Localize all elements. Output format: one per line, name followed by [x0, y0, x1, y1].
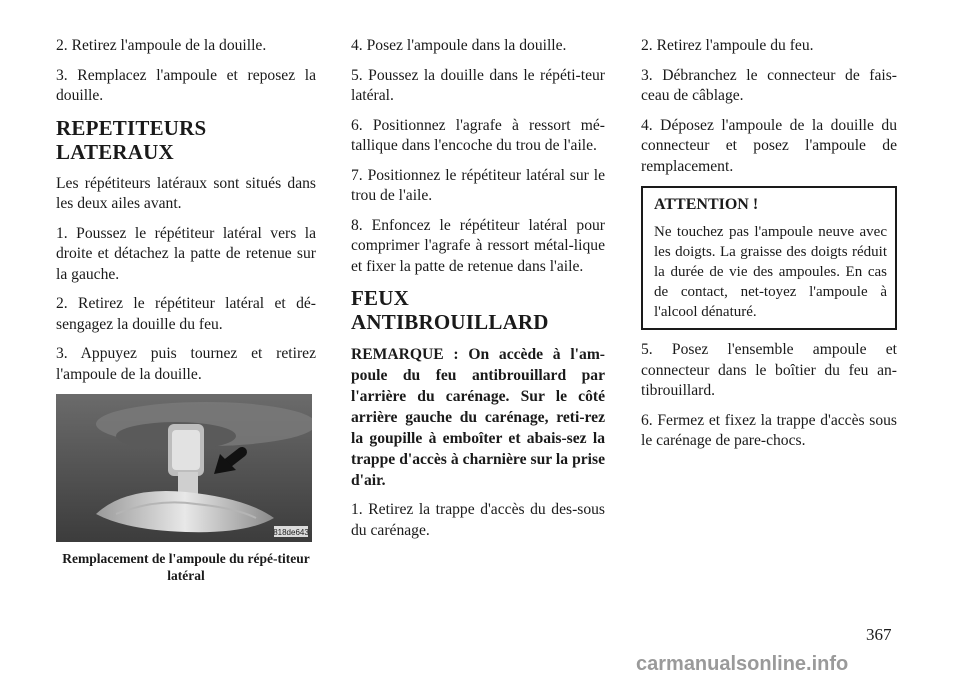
- section-heading-side-repeaters: REPETITEURS LATERAUX: [56, 115, 207, 164]
- figure-code: 818de643: [273, 528, 309, 537]
- paragraph: Les répétiteurs latéraux sont situés dans les deux ailes avant.: [56, 174, 316, 212]
- step-text: 1. Poussez le répétiteur latéral vers la droite et détachez la patte de retenue sur la gauche.: [56, 224, 316, 283]
- step-text: 2. Retirez l'ampoule du feu.: [641, 37, 814, 54]
- step-text: 4. Posez l'ampoule dans la douille.: [351, 37, 567, 54]
- bulb-illustration: [56, 394, 312, 542]
- attention-box: [641, 186, 897, 330]
- side-repeater-bulb-photo: [56, 394, 312, 542]
- step-text: 7. Positionnez le répétiteur latéral sur le trou de l'aile.: [351, 166, 605, 204]
- page-number: 367: [866, 625, 892, 644]
- figure-caption: Remplacement de l'ampoule du répé-titeur latéral: [62, 551, 310, 583]
- step-text: 1. Retirez la trappe d'accès du des-sous du carénage.: [351, 501, 605, 539]
- attention-text: Ne touchez pas l'ampoule neuve avec les doigts. La graisse des doigts réduit la durée de vie des ampoules. En cas de contact, net-toyez l'ampoule à l'alcool dénaturé.: [654, 224, 887, 320]
- column-2: [351, 36, 605, 550]
- column-1: [56, 36, 316, 584]
- attention-title: ATTENTION !: [654, 196, 759, 213]
- step-text: 5. Poussez la douille dans le répéti-teur latéral.: [351, 66, 605, 104]
- step-text: 3. Appuyez puis tournez et retirez l'ampoule de la douille.: [56, 345, 316, 383]
- column-3: [641, 36, 897, 461]
- step-text: 4. Déposez l'ampoule de la douille du connecteur et posez l'ampoule de remplacement.: [641, 116, 897, 175]
- step-text: 8. Enfoncez le répétiteur latéral pour comprimer l'agrafe à ressort métal-lique et fixer la patte de retenue dans l'aile.: [351, 216, 605, 275]
- remark-note: REMARQUE : On accède à l'am-poule du feu antibrouillard par l'arrière du carénage. Sur le côté arrière gauche du carénage, reti-rez la goupille à emboîter et abais-sez la trappe d'accès à charnière sur la prise d'air.: [351, 346, 605, 489]
- watermark: carmanualsonline.info: [636, 653, 849, 675]
- section-heading-fog-lamps: FEUX ANTIBROUILLARD: [351, 286, 549, 334]
- step-text: 3. Débranchez le connecteur de fais-ceau de câblage.: [641, 66, 897, 104]
- step-text: 2. Retirez l'ampoule de la douille.: [56, 37, 267, 54]
- step-text: 6. Positionnez l'agrafe à ressort mé-tallique dans l'encoche du trou de l'aile.: [351, 116, 605, 154]
- step-text: 3. Remplacez l'ampoule et reposez la douille.: [56, 66, 316, 104]
- step-text: 5. Posez l'ensemble ampoule et connecteur dans le boîtier du feu an-tibrouillard.: [641, 341, 897, 399]
- step-text: 2. Retirez le répétiteur latéral et dé-sengagez la douille du feu.: [56, 295, 316, 333]
- step-text: 6. Fermez et fixez la trappe d'accès sous le carénage de pare-chocs.: [641, 411, 897, 449]
